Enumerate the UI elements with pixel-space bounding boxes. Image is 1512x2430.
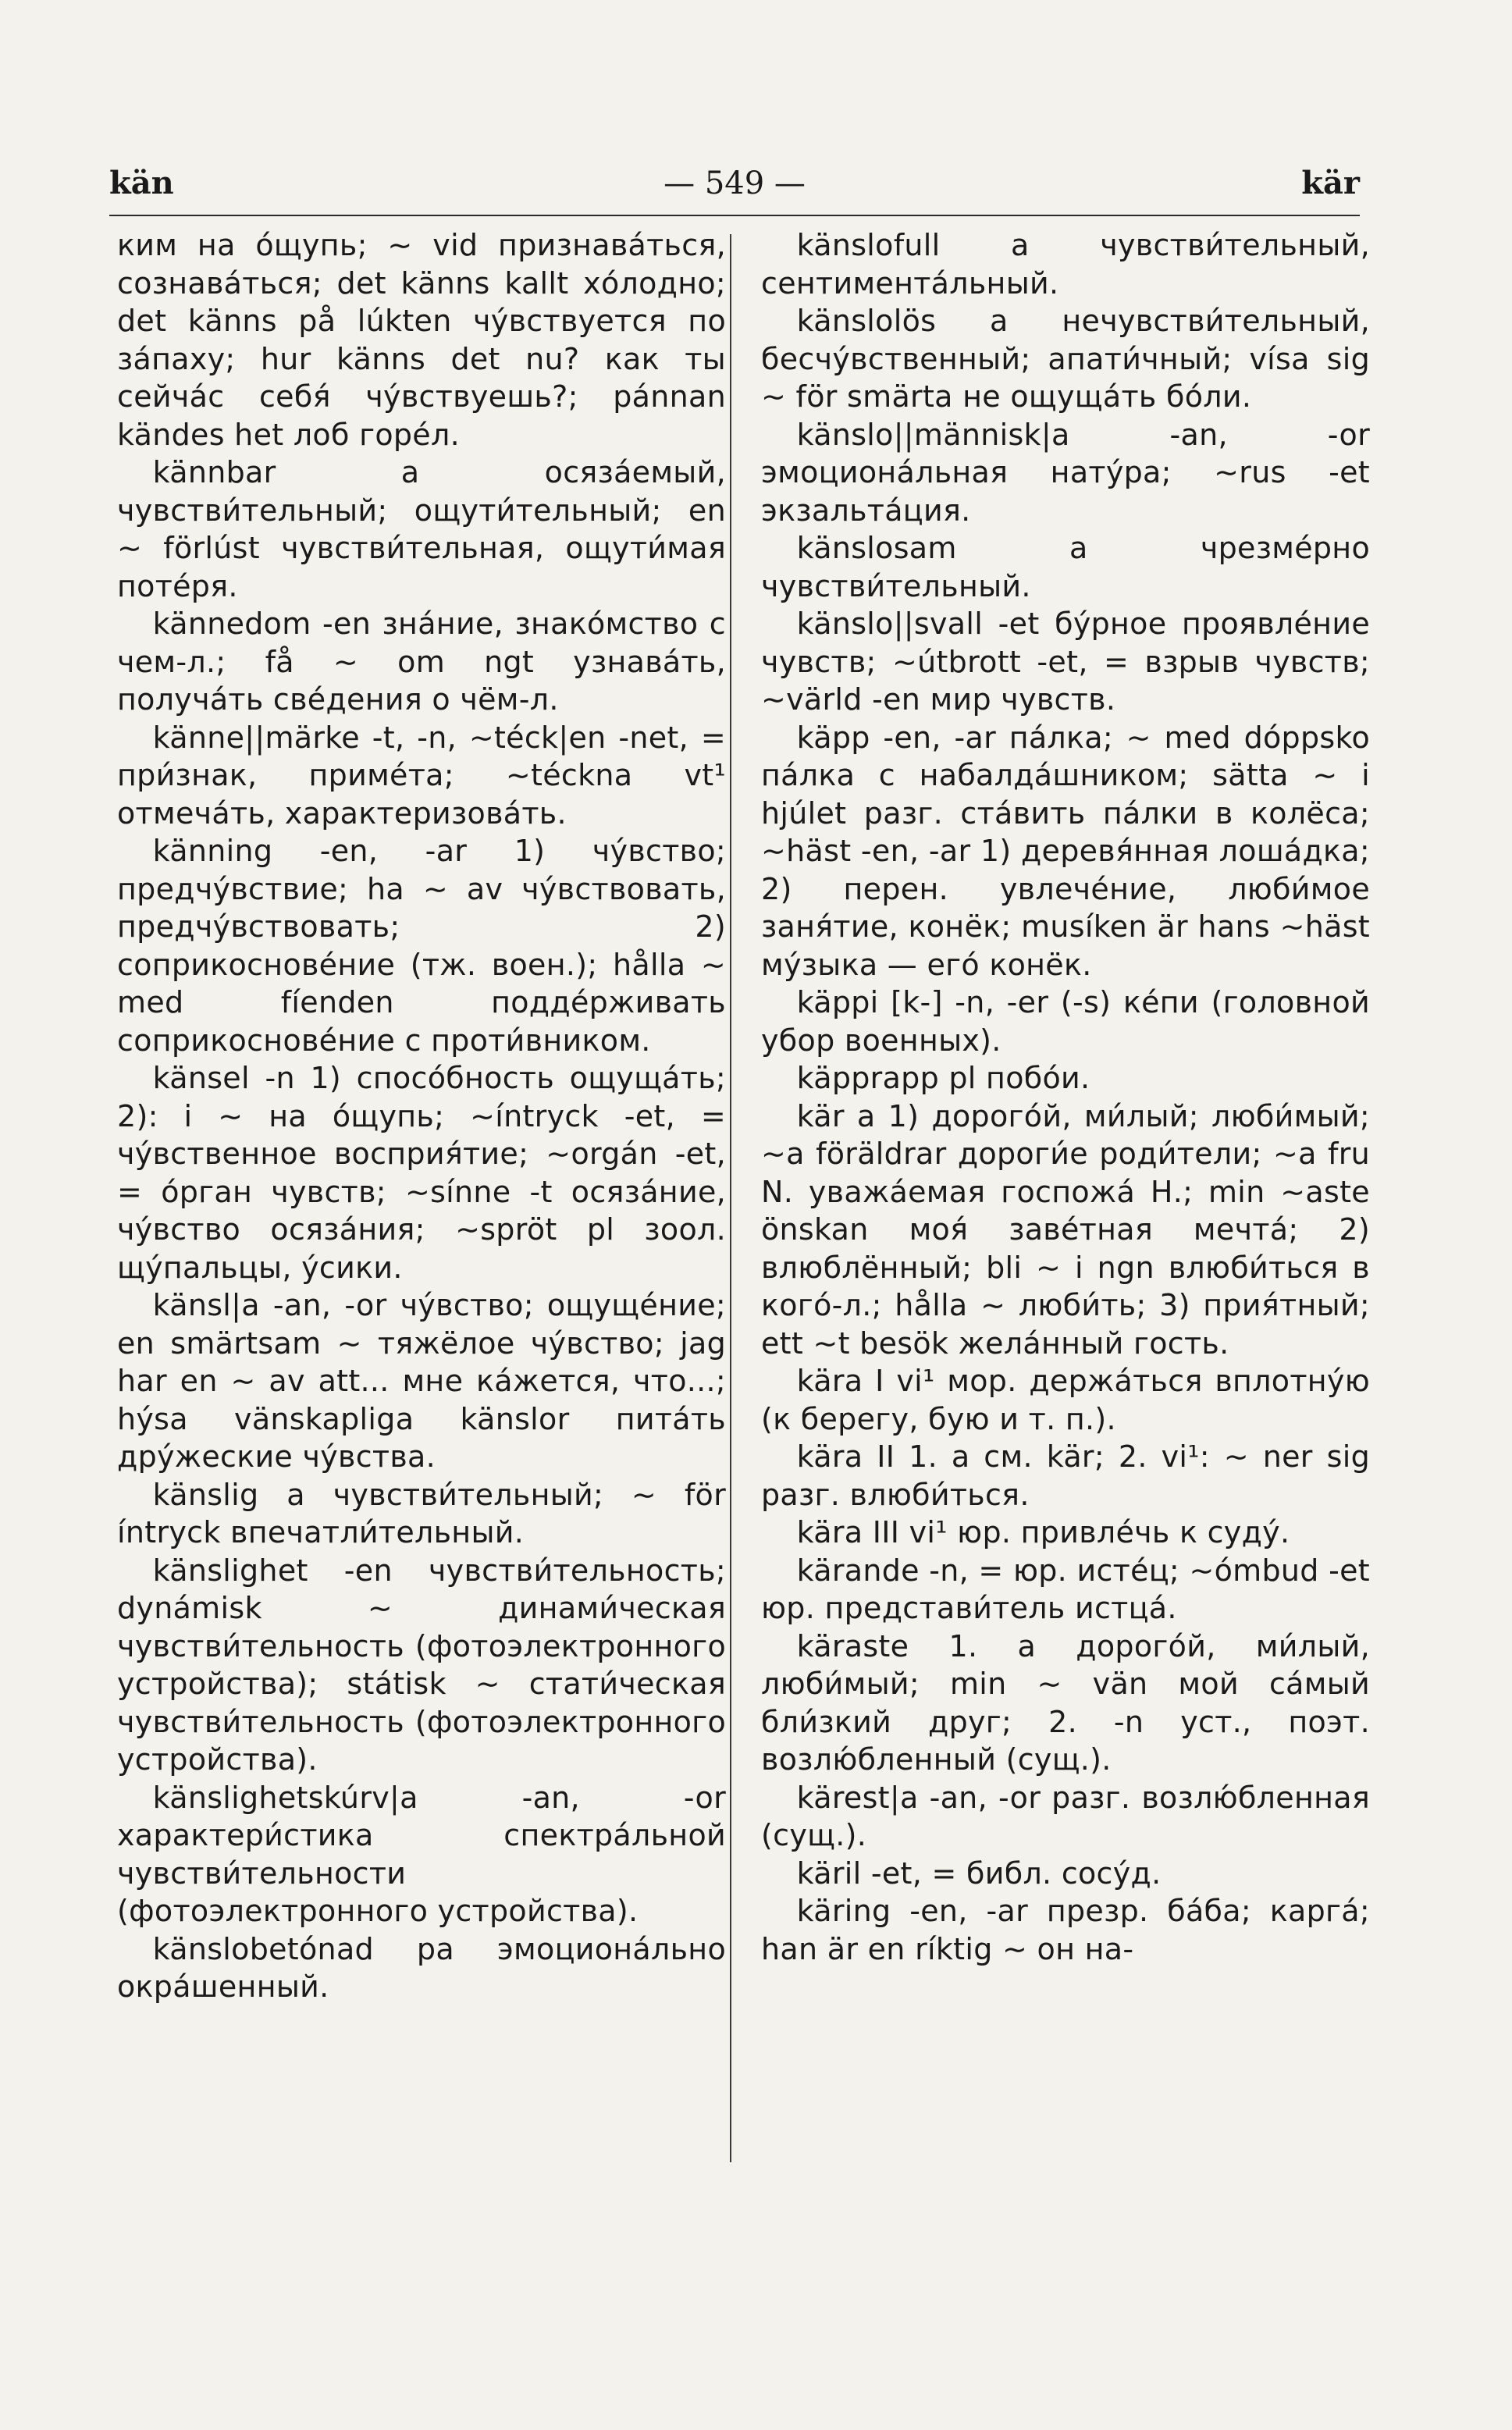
entry: känsl|a -an, -or чу́вство; ощуще́ние; en smärtsam ∼ тяжёлое чу́вство; jag har en ∼ av att... мне ка́жется, что...; hýsa vänskapliga känslor пита́ть дру́жеские чу́вства. [117, 1288, 726, 1474]
entry: känslig a чувстви́тельный; ∼ för íntryck впечатли́тельный. [117, 1477, 726, 1549]
entry: kärest|a -an, -or разг. возлю́бленная (сущ.). [761, 1780, 1370, 1852]
entry: kära III vi¹ юр. привле́чь к суду́. [796, 1515, 1290, 1549]
entry: känslofull a чувстви́тельный, сентимента́льный. [761, 228, 1370, 301]
right-column [761, 226, 1370, 1968]
entry: känne||märke -t, -n, ∼téck|en -net, = при́знак, приме́та; ∼téckna vt¹ отмеча́ть, характеризова́ть. [117, 720, 726, 831]
left-column [117, 226, 726, 2006]
entry: känslighet -en чувстви́тельность; dynámisk ∼ динами́ческая чувстви́тельность (фотоэлектронного устройства); státisk ∼ стати́ческая чувстви́тельность (фотоэлектронного устройства). [117, 1553, 726, 1777]
entry: kännbar a осяза́емый, чувстви́тельный; ощути́тельный; en ∼ förlúst чувстви́тельная, ощути́мая поте́ря. [117, 455, 726, 603]
entry: käring -en, -ar презр. ба́ба; карга́; han är en ríktig ∼ он на- [761, 1894, 1370, 1966]
entry: känslobetónad pa эмоциона́льно окра́шенный. [117, 1931, 726, 2004]
entry: kärande -n, = юр. исте́ц; ∼ómbud -et юр. представи́тель истца́. [761, 1553, 1370, 1625]
entry: känslighetskúrv|a -an, -or характери́стика спектра́льной чувстви́тельности (фотоэлектронного устройства). [117, 1780, 726, 1928]
entry: känslolös a нечувстви́тельный, бесчу́вственный; апати́чный; vísa sig ∼ för smärta не ощуща́ть бо́ли. [761, 304, 1370, 414]
entry: käpp -en, -ar па́лка; ∼ med dóppsko па́лка с набалда́шником; sätta ∼ i hjúlet разг. ста́вить па́лки в колёса; ∼häst -en, -ar 1) деревя́нная лоша́дка; 2) перен. увлече́ние, люби́мое заня́тие, конёк; musíken är hans ∼häst му́зыка — его́ конёк. [761, 720, 1370, 982]
entry: känslosam a чрезме́рно чувстви́тельный. [761, 531, 1370, 603]
entry: kännedom -en зна́ние, знако́мство с чем-л.; få ∼ om ngt узнава́ть, получа́ть све́дения о чём-л. [117, 607, 726, 717]
entry: känslo||människ|a -an, -or эмоциона́льная нату́ра; ∼rus -et экзальта́ция. [761, 417, 1370, 528]
entry: käraste 1. a дорого́й, ми́лый, люби́мый; min ∼ vän мой са́мый бли́зкий друг; 2. -n уст., поэт. возлю́бленный (сущ.). [761, 1628, 1370, 1777]
column-divider [730, 234, 731, 2162]
entry: känslo||svall -et бу́рное проявле́ние чувств; ∼útbrott -et, = взрыв чувств; ∼värld -en мир чувств. [761, 607, 1370, 717]
page-number: — 549 — [664, 165, 806, 201]
entry: känsel -n 1) спосо́бность ощуща́ть; 2): i ∼ на о́щупь; ∼íntryck -et, = чу́вственное восприя́тие; ∼orgán -et, = о́рган чувств; ∼sínne -t осяза́ние, чу́вство осяза́ния; ∼spröt pl зоол. щу́пальцы, у́сики. [117, 1061, 726, 1285]
entry: känning -en, -ar 1) чу́вство; предчу́вствие; ha ∼ av чу́вствовать, предчу́вствовать; 2) соприкоснове́ние (тж. воен.); hålla ∼ med fíenden подде́рживать соприкоснове́ние с проти́вником. [117, 834, 726, 1058]
entry: kär a 1) дорого́й, ми́лый; люби́мый; ∼a föräldrar дороги́е роди́тели; ∼a fru N. уважа́емая госпожа́ Н.; min ∼aste önskan моя́ заве́тная мечта́; 2) влюблённый; bli ∼ i ngn влюби́ться в кого́-л.; hålla ∼ люби́ть; 3) прия́тный; ett ∼t besök жела́нный гость. [761, 1098, 1370, 1361]
header-rule [109, 215, 1360, 216]
entry: käpprapp pl побо́и. [796, 1061, 1090, 1095]
entry-continuation: ким на о́щупь; ∼ vid признава́ться, сознава́ться; det känns kallt хо́лодно; det känns på lúkten чу́вствуется по за́паху; hur känns det nu? как ты сейча́с себя́ чу́вствуешь?; pánnan kändes het лоб горе́л. [117, 228, 726, 452]
entry: käril -et, = библ. сосу́д. [796, 1855, 1162, 1891]
page-header [109, 156, 1360, 211]
header-left-guideword: kän [109, 165, 174, 201]
entry: kära I vi¹ мор. держа́ться вплотну́ю (к берегу, бую и т. п.). [761, 1364, 1370, 1436]
entry: kära II 1. a см. kär; 2. vi¹: ∼ ner sig разг. влюби́ться. [761, 1439, 1370, 1512]
header-right-guideword: kär [1301, 165, 1360, 201]
entry: käppi [k-] -n, -er (-s) ке́пи (головной убор военных). [761, 985, 1370, 1058]
